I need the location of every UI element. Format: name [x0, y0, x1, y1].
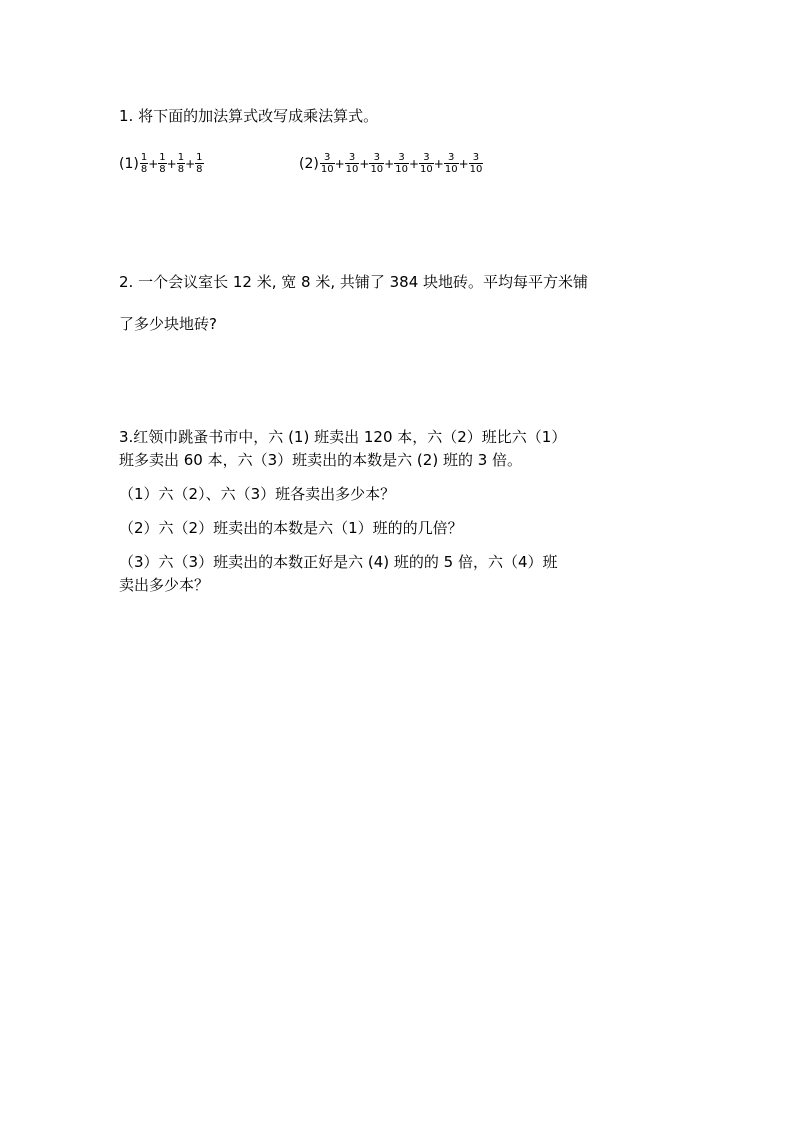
fraction-numerator: 3 [472, 152, 480, 163]
fraction [444, 152, 459, 175]
part-1-fraction-sum [140, 152, 204, 175]
fraction [140, 152, 148, 175]
fraction-denominator: 8 [177, 164, 185, 175]
fraction-numerator: 1 [177, 152, 185, 163]
fraction-numerator: 3 [348, 152, 356, 163]
fraction [369, 152, 384, 175]
fraction-numerator: 3 [324, 152, 331, 163]
fraction-denominator: 10 [370, 164, 384, 175]
fraction-denominator: 10 [420, 164, 433, 175]
question-3-line-1: 3.红领巾跳蚤书市中，六 (1) 班卖出 120 本，六（2）班比六（1） [119, 428, 567, 446]
fraction-numerator: 3 [373, 152, 380, 163]
fraction-denominator: 8 [140, 164, 148, 175]
fraction-denominator: 8 [196, 164, 203, 175]
fraction [394, 152, 409, 175]
question-3-line-2: 班多卖出 60 本，六（3）班卖出的本数是六 (2) 班的 3 倍。 [119, 451, 523, 469]
fraction-denominator: 10 [320, 164, 334, 175]
plus-sign: + [359, 156, 370, 171]
fraction [320, 152, 335, 175]
fraction-denominator: 10 [345, 164, 359, 175]
fraction [345, 152, 360, 175]
question-3-subquestion-3-line-1: （3）六（3）班卖出的本数正好是六 (4) 班的的 5 倍，六（4）班 [119, 553, 558, 571]
fraction-numerator: 3 [423, 152, 430, 163]
fraction-numerator: 3 [398, 152, 405, 163]
plus-sign: + [166, 156, 177, 171]
question-3-subquestion-1: （1）六（2）、六（3）班各卖出多少本？ [119, 485, 396, 503]
part-2-label: (2) [299, 155, 319, 172]
plus-sign: + [185, 156, 196, 171]
plus-sign: + [384, 156, 395, 171]
plus-sign: + [148, 156, 159, 171]
fraction-denominator: 10 [444, 164, 458, 175]
fraction-numerator: 1 [196, 152, 203, 163]
question-1-title: 1. 将下面的加法算式改写成乘法算式。 [119, 107, 379, 125]
fraction-denominator: 10 [469, 164, 483, 175]
plus-sign: + [433, 156, 444, 171]
fraction [177, 152, 185, 175]
question-1-part-2-expression [299, 152, 483, 175]
fraction-numerator: 1 [140, 152, 148, 163]
question-1-part-1-expression [119, 152, 204, 175]
plus-sign: + [458, 156, 469, 171]
question-2-line-1: 2. 一个会议室长 12 米, 宽 8 米, 共铺了 384 块地砖。平均每平方米铺 [119, 273, 589, 291]
part-2-fraction-sum [320, 152, 484, 175]
fraction [195, 152, 203, 175]
fraction [419, 152, 434, 175]
question-3-subquestion-2: （2）六（2）班卖出的本数是六（1）班的的几倍？ [119, 519, 463, 537]
question-3-subquestion-3-line-2: 卖出多少本？ [119, 576, 210, 594]
plus-sign: + [408, 156, 420, 171]
fraction [158, 152, 166, 175]
fraction-numerator: 1 [159, 152, 166, 163]
fraction-denominator: 10 [395, 164, 408, 175]
plus-sign: + [334, 156, 345, 171]
part-1-label: (1) [119, 155, 139, 172]
fraction [469, 152, 484, 175]
question-2-line-2: 了多少块地砖? [119, 315, 217, 333]
fraction-numerator: 3 [448, 152, 455, 163]
fraction-denominator: 8 [159, 164, 166, 175]
